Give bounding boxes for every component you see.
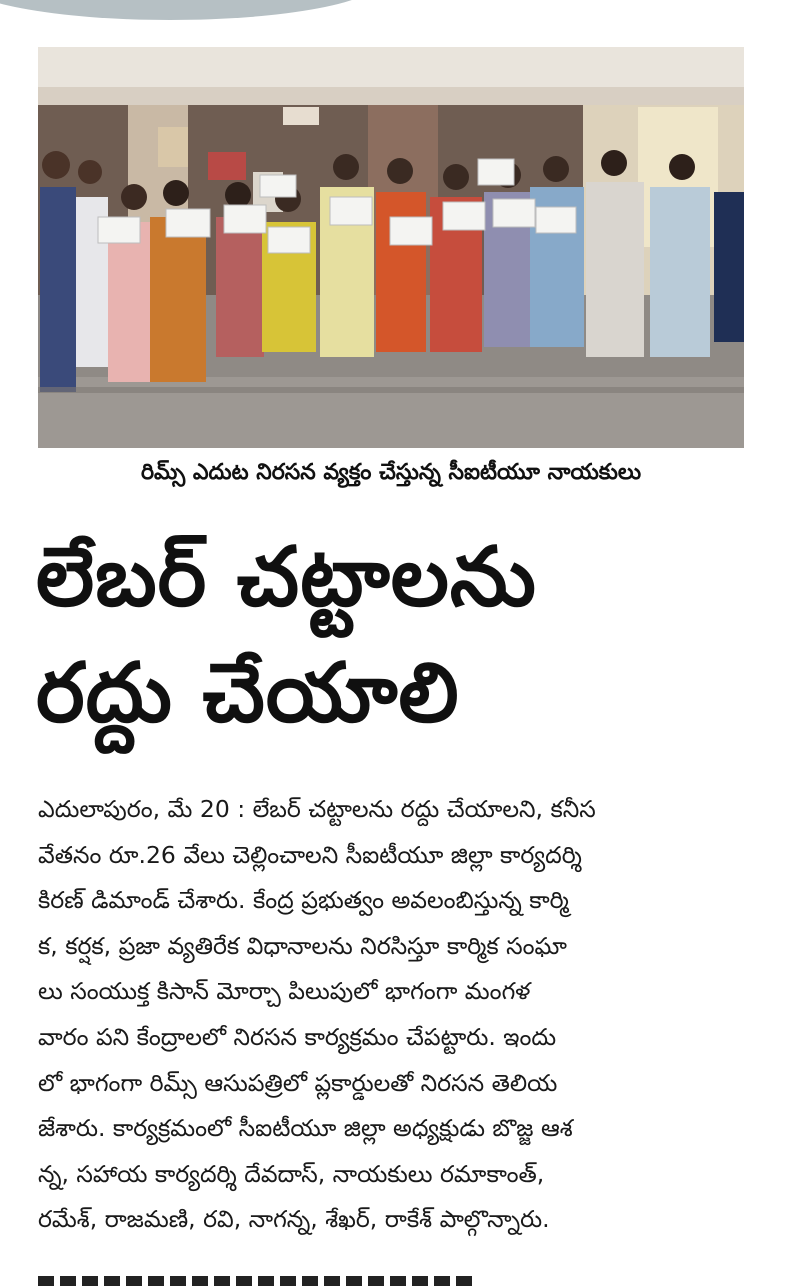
photo-caption: రిమ్స్ ఎదుట నిరసన వ్యక్తం చేస్తున్న సీఐటీయూ నాయకులు — [140, 460, 642, 485]
body-line: లో భాగంగా రిమ్స్ ఆసుపత్రిలో ప్లకార్డులతో నిరసన తెలియ — [38, 1068, 558, 1097]
article-body — [38, 787, 748, 1243]
protest-photo — [38, 47, 744, 448]
next-article-cut-text — [38, 1270, 478, 1288]
body-line: కిరణ్ డిమాండ్ చేశారు. కేంద్ర ప్రభుత్వం అవలంబిస్తున్న కార్మి — [38, 886, 569, 915]
body-line: న్న, సహాయ కార్యదర్శి దేవదాస్, నాయకులు రమాకాంత్, — [38, 1159, 545, 1188]
body-line: వారం పని కేంద్రాలలో నిరసన కార్యక్రమం చేపట్టారు. ఇందు — [38, 1022, 557, 1051]
headline-line-1: లేబర్ చట్టాలను — [36, 530, 537, 625]
article-headline — [36, 520, 756, 752]
body-line: లు సంయుక్త కిసాన్ మోర్చా పిలుపులో భాగంగా మంగళ — [38, 977, 531, 1006]
body-line: క, కర్షక, ప్రజా వ్యతిరేక విధానాలను నిరసిస్తూ కార్మిక సంఘా — [38, 931, 567, 960]
protest-photo-illustration — [38, 47, 744, 448]
headline-line-2: రద్దు చేయాలి — [36, 646, 460, 741]
previous-article-edge — [0, 0, 380, 20]
body-line: రమేశ్, రాజమణి, రవి, నాగన్న, శేఖర్, రాకేశ్ పాల్గొన్నారు. — [38, 1205, 550, 1234]
body-line: జేశారు. కార్యక్రమంలో సీఐటీయూ జిల్లా అధ్యక్షుడు బొజ్జ ఆశ — [38, 1114, 573, 1143]
body-line: ఎదులాపురం, మే 20 : లేబర్ చట్టాలను రద్దు చేయాలని, కనీస — [38, 795, 596, 823]
body-line: వేతనం రూ.26 వేలు చెల్లించాలని సీఐటీయూ జిల్లా కార్యదర్శి — [38, 840, 582, 869]
